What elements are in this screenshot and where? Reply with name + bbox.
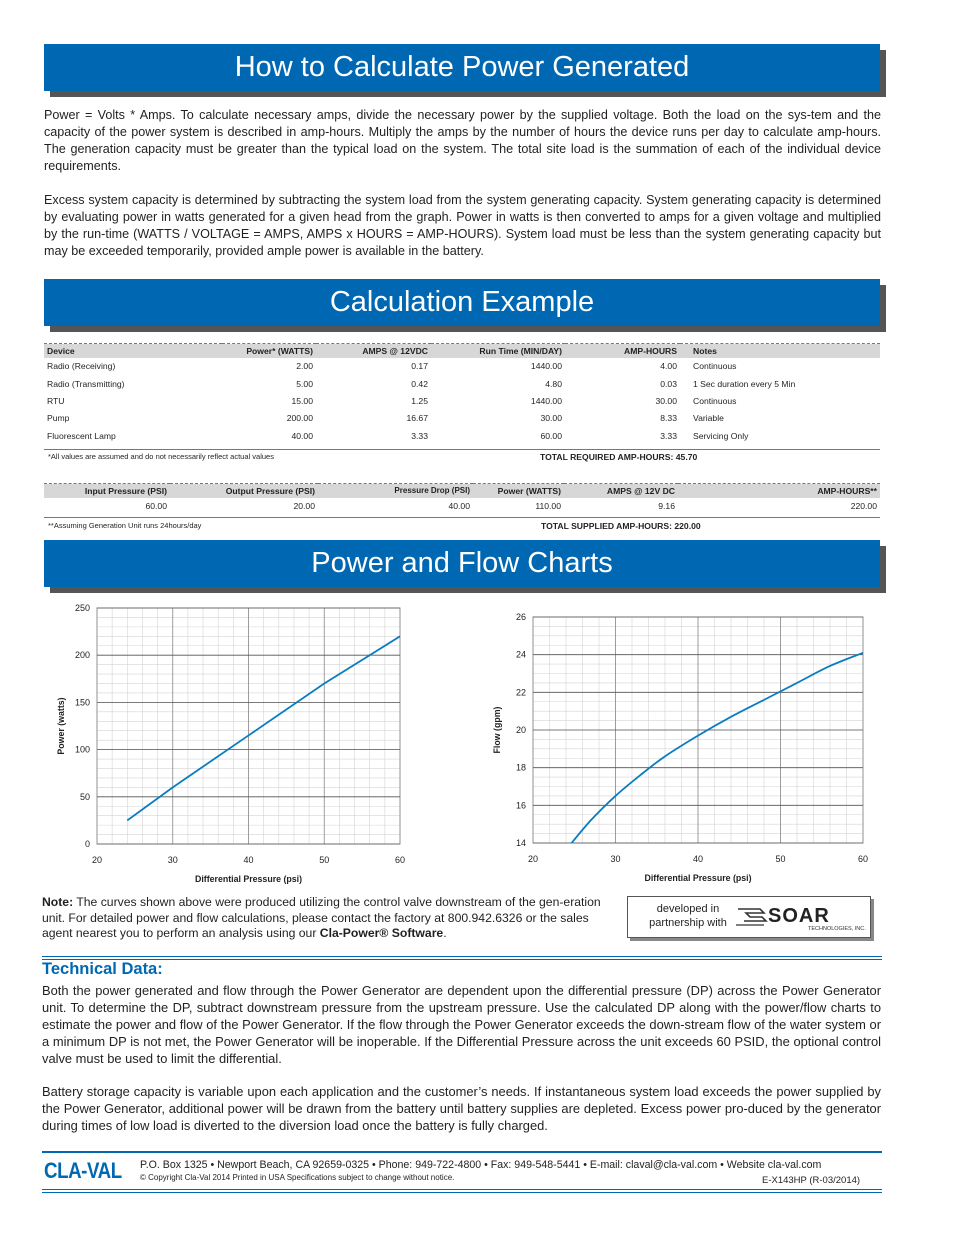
table-cell: 60.00 (145, 501, 167, 512)
x-tick-label: 60 (857, 854, 869, 864)
table-cell: 40.00 (291, 430, 313, 441)
table-cell: 60.00 (540, 430, 562, 441)
table-cell: 15.00 (291, 395, 313, 406)
supply-header: Power (WATTS) (473, 484, 564, 498)
divider (42, 959, 882, 960)
load-header: Device (44, 344, 222, 358)
table-cell: 0.03 (660, 378, 677, 389)
load-header: AMP-HOURS (565, 344, 680, 358)
technical-paragraph-2: Battery storage capacity is variable upon each application and the customer’s needs. If instantaneous system load exceeds the power supplied by the Power Generator, additional power will be drawn from the battery until battery supplies are depleted. Excess power pro-duced by the generator during times of low load is diverted to the diversion load once the battery is fully charged. (42, 1084, 881, 1133)
table-row (44, 392, 880, 409)
table-cell: 3.33 (660, 430, 677, 441)
table-row (44, 375, 880, 392)
flow-chart (480, 605, 880, 885)
load-header: Notes (680, 344, 880, 358)
table-cell: 3.33 (411, 430, 428, 441)
y-tick-label: 250 (74, 603, 90, 613)
intro-paragraph-1: Power = Volts * Amps. To calculate necessary amps, divide the necessary power by the supplied voltage. Both the load on the sys-tem and the capacity of the power system is described in amp-hours. Multiply the amps by the number of hours the device runs per day to calculate amp-hours. The generation capacity must be greater than the typical load on the system. The total site load is the summation of each of the individual device requirements. (44, 108, 881, 173)
table-cell: 40.00 (448, 501, 470, 512)
table-cell: Pump (47, 413, 70, 424)
table-cell: Radio (Transmitting) (47, 378, 125, 389)
supply-header: Input Pressure (PSI) (44, 484, 170, 498)
y-tick-label: 16 (515, 800, 526, 811)
table-cell: 220.00 (850, 501, 877, 512)
supply-total: TOTAL SUPPLIED AMP-HOURS: 220.00 (541, 521, 701, 531)
y-tick-label: 24 (515, 649, 526, 660)
x-axis-label: Differential Pressure (psi) (644, 873, 752, 883)
table-cell: 0.42 (411, 378, 428, 389)
supply-footnote: **Assuming Generation Unit runs 24hours/day (48, 521, 202, 530)
claval-logo: CLA-VAL (44, 1158, 122, 1183)
partner-box (627, 896, 871, 938)
y-tick-label: 14 (515, 838, 526, 848)
load-footnote: *All values are assumed and do not necessarily reflect actual values (48, 452, 274, 461)
table-row (44, 410, 880, 427)
load-header: Run Time (MIN/DAY) (431, 344, 565, 358)
table-cell: Variable (693, 413, 724, 424)
y-tick-label: 22 (515, 687, 526, 698)
load-total: TOTAL REQUIRED AMP-HOURS: 45.70 (540, 452, 698, 462)
divider (42, 956, 882, 957)
x-axis-label: Differential Pressure (psi) (194, 874, 303, 884)
table-cell: 4.00 (660, 361, 677, 372)
section-title-power: How to Calculate Power Generated (44, 44, 880, 91)
section-title-example: Calculation Example (44, 279, 880, 326)
table-cell: Continuous (693, 395, 737, 406)
table-row (44, 498, 880, 515)
supply-header: AMP-HOURS** (678, 484, 880, 498)
table-divider (44, 517, 880, 518)
y-tick-label: 200 (74, 650, 90, 661)
x-tick-label: 50 (319, 855, 330, 865)
x-tick-label: 40 (692, 854, 704, 864)
chart-note: Note: The curves shown above were produced utilizing the control valve downstream of the gen-eration unit. For detailed power and flow calculations, please contact the factory at 800.942.6326 or the sales agent nearest you to perform an analysis using our Cla-Power® Software. (42, 895, 601, 940)
table-divider (44, 449, 880, 450)
x-tick-label: 50 (775, 854, 786, 864)
x-tick-label: 20 (527, 854, 539, 864)
y-tick-label: 0 (84, 839, 90, 849)
technical-paragraph-1: Both the power generated and flow through the Power Generator are dependent upon the differential pressure (DP) across the Power Generator unit. To determine the DP, subtract downstream pressure from the upstream pressure. Use the calculated DP along with the power/flow charts to estimate the power and flow of the Power Generator. If the flow through the Power Generator exceeds the down-stream flow of the water system or a minimum DP is not met, the Power Generator will be inoperable. If the Differential Pressure across the unit exceeds 60 PSID, the optional control valve must be used to limit the differential. (42, 983, 881, 1066)
table-cell: 110.00 (535, 501, 561, 512)
svg-text:SOAR: SOAR (768, 905, 830, 927)
y-tick-label: 150 (74, 697, 90, 708)
table-cell: 1 Sec duration every 5 Min (693, 378, 796, 389)
footer-divider (42, 1151, 882, 1153)
table-cell: 9.16 (658, 501, 675, 512)
load-table (44, 343, 880, 444)
footer-divider (42, 1192, 882, 1193)
footer-divider (42, 1189, 882, 1190)
y-axis-label: Flow (gpm) (492, 706, 502, 754)
document-code: E-X143HP (R-03/2014) (762, 1175, 861, 1186)
y-tick-label: 26 (515, 612, 526, 622)
table-cell: 8.33 (660, 413, 677, 424)
table-row (44, 358, 880, 375)
partner-text: developed in partnership with (649, 903, 727, 929)
table-cell: Servicing Only (693, 430, 749, 441)
y-tick-label: 18 (515, 762, 526, 773)
table-cell: 1440.00 (530, 395, 562, 406)
soar-logo-icon (736, 903, 866, 933)
y-tick-label: 20 (515, 725, 526, 735)
intro-paragraph-2: Excess system capacity is determined by subtracting the system load from the system generating capacity. System generating capacity is determined by evaluating power in watts generated for a given head from the graph. Power in watts is then converted to amps for a given voltage and multiplied by the run-time (WATTS / VOLTAGE = AMPS, AMPS x HOURS = AMP-HOURS). System load must be less than the system generating capacity but may be exceeded temporarily, provided ample power is available in the battery. (44, 193, 881, 258)
x-tick-label: 30 (610, 854, 621, 864)
x-tick-label: 20 (91, 855, 103, 865)
supply-header: Output Pressure (PSI) (170, 484, 318, 498)
table-cell: 1.25 (411, 395, 428, 406)
load-header: AMPS @ 12VDC (316, 344, 431, 358)
table-cell: 30.00 (540, 413, 562, 424)
x-tick-label: 60 (394, 855, 406, 865)
table-cell: Fluorescent Lamp (47, 430, 116, 441)
y-tick-label: 100 (74, 744, 90, 755)
table-cell: Radio (Receiving) (47, 361, 116, 372)
technical-heading: Technical Data: (42, 960, 163, 978)
table-cell: Continuous (693, 361, 737, 372)
table-cell: 1440.00 (530, 361, 562, 372)
load-header: Power* (WATTS) (222, 344, 316, 358)
footer-address: P.O. Box 1325 • Newport Beach, CA 92659-0325 • Phone: 949-722-4800 • Fax: 949-548-5441 • E-mail: claval@cla-val.com • Website cla-val.com (140, 1159, 822, 1171)
table-cell: 2.00 (296, 361, 313, 372)
supply-header: Pressure Drop (PSI) (318, 484, 473, 498)
table-row (44, 427, 880, 444)
table-cell: RTU (47, 395, 65, 406)
table-cell: 4.80 (545, 378, 562, 389)
y-axis-label: Power (watts) (56, 697, 66, 755)
table-cell: 20.00 (293, 501, 315, 512)
footer-copyright: © Copyright Cla-Val 2014 Printed in USA Specifications subject to change without notice. (140, 1173, 455, 1182)
table-cell: 16.67 (406, 413, 428, 424)
supply-table (44, 483, 880, 515)
supply-header: AMPS @ 12V DC (564, 484, 678, 498)
x-tick-label: 30 (167, 855, 178, 865)
table-cell: 0.17 (411, 361, 428, 372)
table-cell: 30.00 (655, 395, 677, 406)
svg-text:TECHNOLOGIES, INC.: TECHNOLOGIES, INC. (808, 926, 866, 932)
x-tick-label: 40 (243, 855, 254, 865)
table-cell: 200.00 (286, 413, 313, 424)
power-chart (40, 598, 420, 888)
section-title-charts: Power and Flow Charts (44, 540, 880, 587)
table-cell: 5.00 (296, 378, 313, 389)
y-tick-label: 50 (79, 791, 90, 802)
